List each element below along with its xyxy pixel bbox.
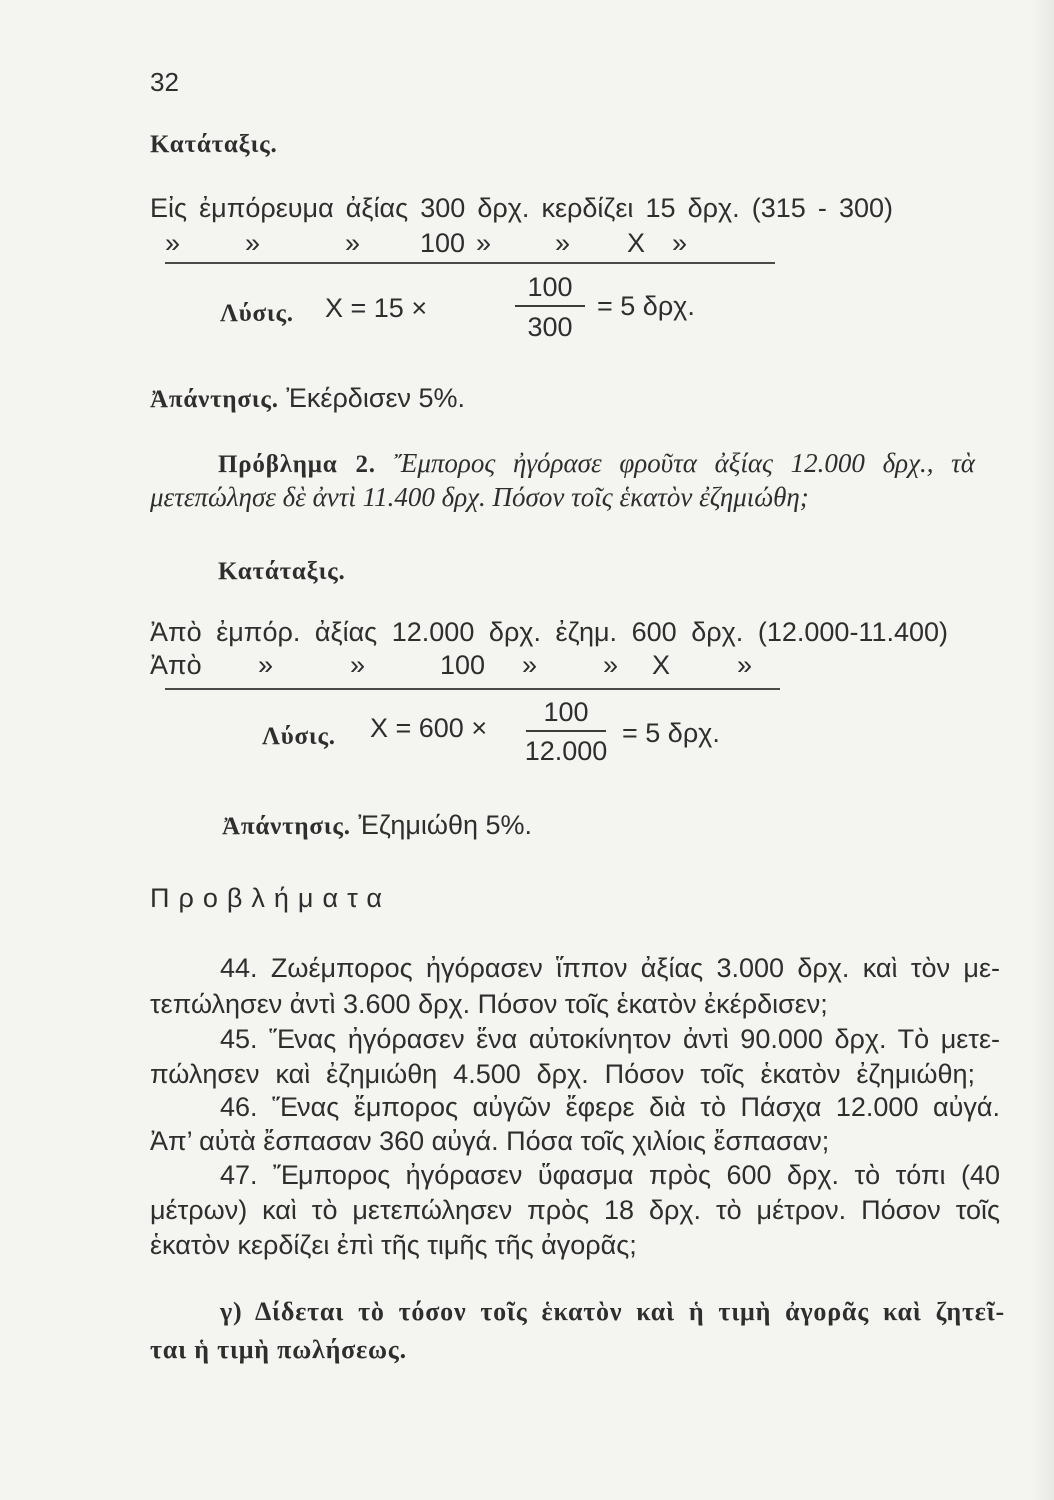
example-1-statement: Εἰς ἐμπόρευμα ἀξίας 300 δρχ. κερδίζει 15 δρχ. (315 - 300) bbox=[150, 193, 893, 223]
solution-label: Λύσις. bbox=[220, 300, 294, 327]
answer-label: Ἀπάντησις. bbox=[222, 813, 351, 840]
ditto-mark: » bbox=[165, 228, 181, 258]
page-number: 32 bbox=[150, 67, 179, 97]
exercise-line: 46. Ἕνας ἔμπορος αὐγῶν ἔφερε διὰ τὸ Πάσχα 12.000 αὐγά. bbox=[220, 1092, 1000, 1122]
unknown-x: Χ bbox=[652, 650, 671, 680]
exercise-line: τεπώλησεν ἀντὶ 3.600 δρχ. Πόσον τοῖς ἑκατὸν ἐκέρδισεν; bbox=[150, 989, 828, 1019]
page-edge-shadow bbox=[1032, 0, 1054, 1500]
solution-rhs: = 5 δρχ. bbox=[622, 718, 720, 748]
example-1-answer bbox=[150, 381, 465, 417]
fraction-numerator: 100 bbox=[527, 272, 573, 302]
ditto-mark: » bbox=[555, 228, 571, 258]
proportion-value: 100 bbox=[420, 228, 466, 258]
solution-rhs: = 5 δρχ. bbox=[597, 291, 695, 321]
ditto-mark: » bbox=[737, 650, 753, 680]
solution-lhs: Χ = 15 × bbox=[325, 293, 428, 323]
ditto-mark: » bbox=[345, 228, 361, 258]
divider-rule bbox=[165, 262, 775, 264]
exercise-line: 45. Ἕνας ἠγόρασεν ἕνα αὐτοκίνητον ἀντὶ 90.000 δρχ. Τὸ μετε- bbox=[220, 1024, 1000, 1054]
fraction-denominator: 300 bbox=[527, 312, 573, 342]
solution-label: Λύσις. bbox=[262, 723, 336, 750]
exercise-line: 47. Ἔμπορος ἠγόρασεν ὕφασμα πρὸς 600 δρχ. τὸ τόπι (40 bbox=[220, 1160, 1000, 1190]
exercises-heading: Προβλήματα bbox=[150, 883, 391, 913]
answer-text: Ἐζημιώθη 5%. bbox=[358, 810, 533, 840]
proportion-value: 100 bbox=[440, 650, 486, 680]
answer-label: Ἀπάντησις. bbox=[150, 386, 279, 413]
exercise-line: μέτρων) καὶ τὸ μετεπώλησεν πρὸς 18 δρχ. τὸ μέτρον. Πόσον τοῖς bbox=[150, 1195, 1000, 1225]
ditto-mark: » bbox=[258, 650, 274, 680]
proportion-prefix: Ἀπὸ bbox=[150, 650, 202, 680]
section-heading-line: γ) Δίδεται τὸ τόσον τοῖς ἑκατὸν καὶ ἡ τιμὴ ἀγορᾶς καὶ ζητεῖ- bbox=[220, 1297, 1005, 1326]
answer-text: Ἐκέρδισεν 5%. bbox=[286, 383, 466, 413]
problem-2-text: Ἔμπορος ἠγόρασε φροῦτα ἀξίας 12.000 δρχ., τὰ bbox=[394, 448, 975, 478]
ditto-mark: » bbox=[476, 228, 492, 258]
fraction-bar bbox=[526, 730, 606, 732]
fraction-numerator: 100 bbox=[543, 697, 589, 727]
ditto-mark: » bbox=[603, 650, 619, 680]
example-2-statement: Ἀπὸ ἐμπόρ. ἀξίας 12.000 δρχ. ἐζημ. 600 δρχ. (12.000-11.400) bbox=[150, 617, 948, 647]
problem-2-line-2: μετεπώλησε δὲ ἀντὶ 11.400 δρχ. Πόσον τοῖς ἑκατὸν ἐζημιώθη; bbox=[150, 482, 809, 512]
exercise-line: Ἀπ’ αὐτὰ ἔσπασαν 360 αὐγά. Πόσα τοῖς χιλίοις ἔσπασαν; bbox=[150, 1126, 830, 1156]
ditto-mark: » bbox=[245, 228, 261, 258]
example-2-answer bbox=[222, 808, 532, 844]
problem-2-label: Πρόβλημα 2. bbox=[218, 451, 376, 478]
classification-heading-2: Κατάταξις. bbox=[218, 558, 346, 585]
exercise-line: πώλησεν καὶ ἐζημιώθη 4.500 δρχ. Πόσον τοῖς ἑκατὸν ἐζημιώθη; bbox=[150, 1059, 975, 1089]
exercise-line: 44. Ζωέμπορος ἠγόρασεν ἵππον ἀξίας 3.000 δρχ. καὶ τὸν με- bbox=[220, 953, 1000, 983]
problem-2-line-1 bbox=[218, 446, 975, 482]
ditto-mark: » bbox=[522, 650, 538, 680]
ditto-mark: » bbox=[672, 228, 688, 258]
section-heading-line: ται ἡ τιμὴ πωλήσεως. bbox=[150, 1335, 407, 1364]
solution-lhs: Χ = 600 × bbox=[370, 713, 488, 743]
classification-heading-1: Κατάταξις. bbox=[150, 131, 278, 158]
exercise-line: ἑκατὸν κερδίζει ἐπὶ τῆς τιμῆς τῆς ἀγορᾶς; bbox=[150, 1230, 637, 1260]
fraction-denominator: 12.000 bbox=[524, 736, 608, 766]
ditto-mark: » bbox=[350, 650, 366, 680]
unknown-x: Χ bbox=[627, 228, 646, 258]
fraction-bar bbox=[515, 305, 585, 307]
divider-rule bbox=[165, 688, 780, 690]
